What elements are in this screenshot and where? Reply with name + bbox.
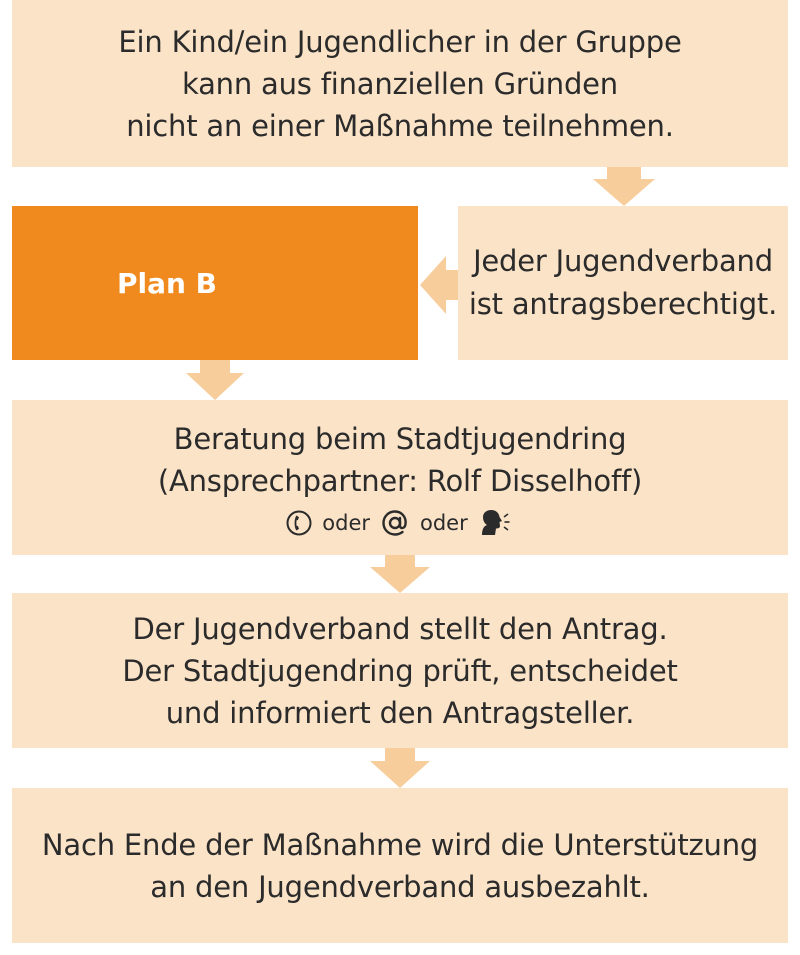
consultation-text: Beratung beim Stadtjugendring (Ansprechpartner: Rolf Disselhoff): [157, 421, 643, 498]
speaking-person-icon: [478, 509, 514, 537]
or-label: oder: [322, 510, 370, 535]
application-box: [12, 593, 788, 748]
contact-options: [286, 508, 513, 538]
plan-b-label: Plan B: [116, 266, 218, 300]
arrow-down-icon: [593, 167, 655, 206]
arrow-down-icon: [370, 555, 430, 593]
arrow-down-icon: [370, 748, 430, 788]
phone-icon: [286, 509, 312, 537]
eligibility-box: [458, 206, 788, 360]
or-label: oder: [420, 510, 468, 535]
consultation-box: [12, 400, 788, 555]
plan-b-box: [12, 206, 418, 360]
at-sign-icon: [380, 508, 410, 538]
payout-box: [12, 788, 788, 943]
application-text: Der Jugendverband stellt den Antrag. Der Stadtjugendring prüft, entscheidet und informiert den Antragsteller.: [122, 611, 678, 730]
payout-text: Nach Ende der Maßnahme wird die Unterstützung an den Jugendverband ausbezahlt.: [41, 827, 759, 904]
arrow-left-icon: [420, 256, 458, 314]
eligibility-text: Jeder Jugendverband ist antragsberechtigt.: [468, 244, 778, 321]
step-start-box: [12, 0, 788, 167]
step-start-text: Ein Kind/ein Jugendlicher in der Gruppe kann aus finanziellen Gründen nicht an einer Maßnahme teilnehmen.: [118, 24, 682, 143]
arrow-down-icon: [186, 360, 244, 400]
